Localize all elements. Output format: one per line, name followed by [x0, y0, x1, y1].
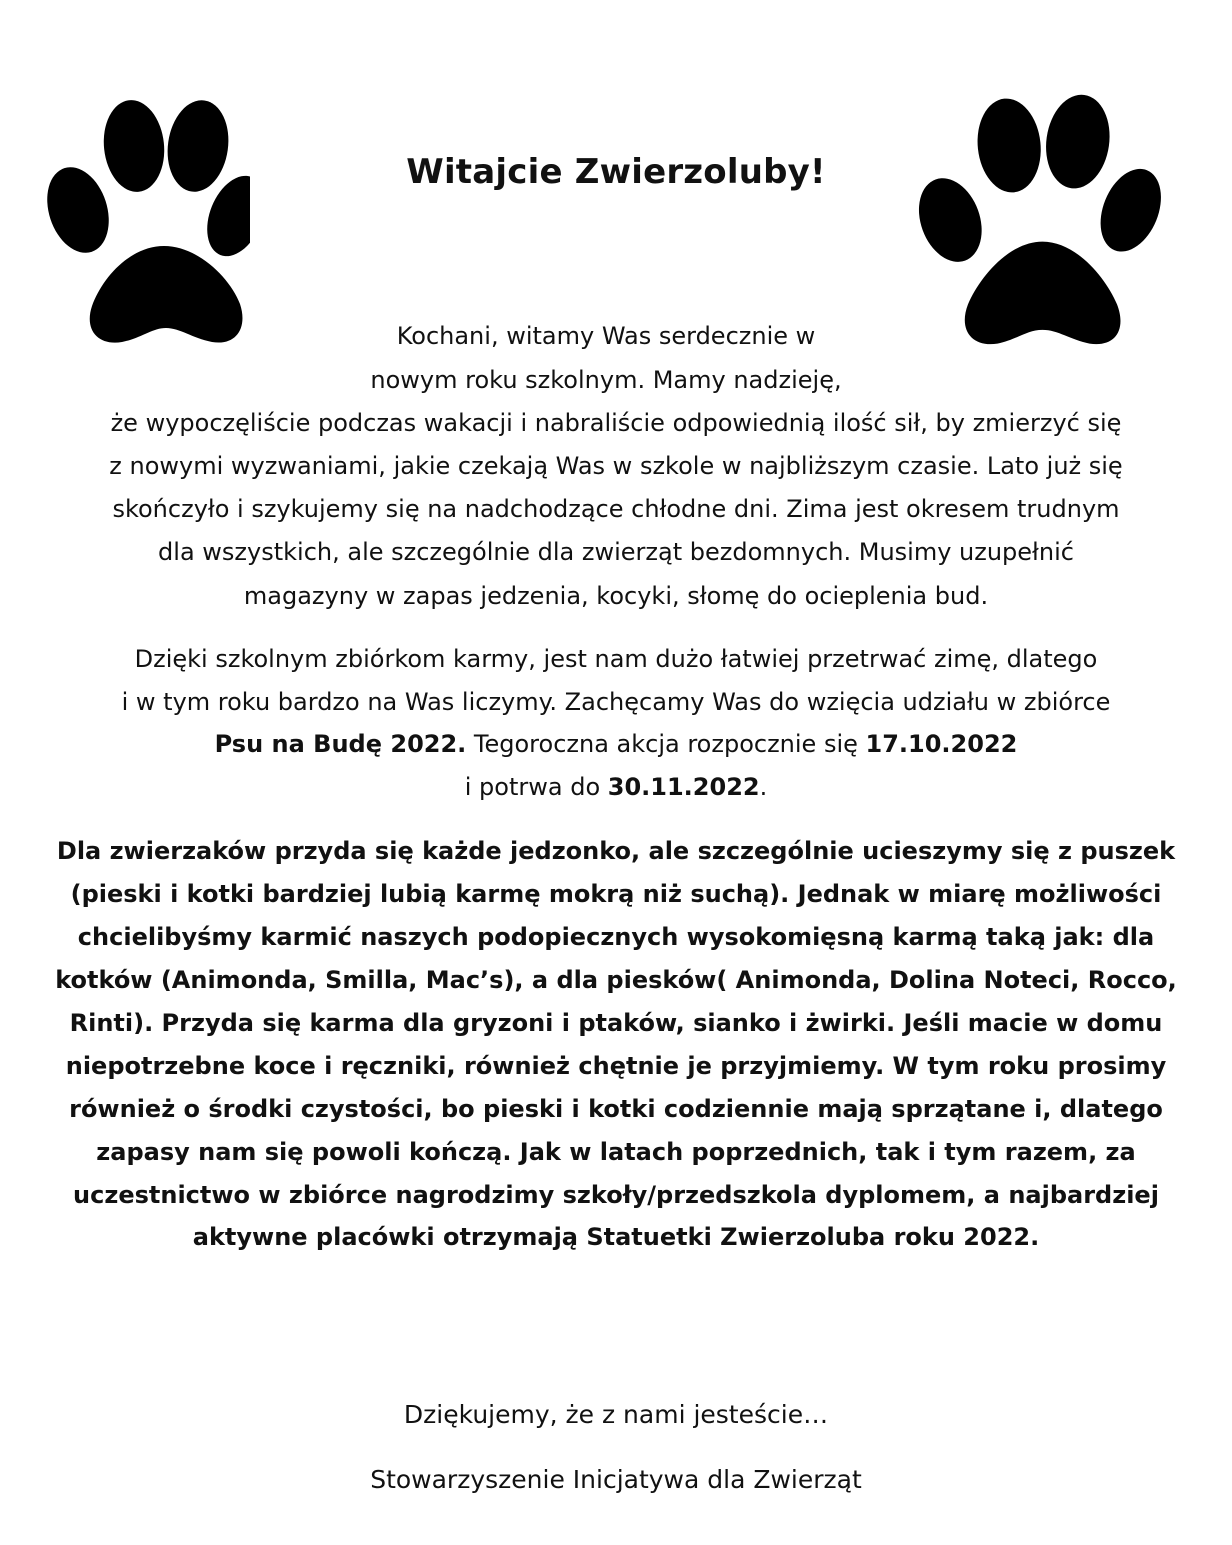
campaign-line: i w tym roku bardzo na Was liczymy. Zachęcamy Was do wzięcia udziału w zbiórce — [121, 688, 1111, 716]
needs-line: chcielibyśmy karmić naszych podopiecznych wysokomięsną karmą taką jak: dla — [77, 923, 1155, 951]
paw-print-icon — [915, 92, 1125, 352]
campaign-start-date: 17.10.2022 — [865, 730, 1018, 758]
campaign-dates-line — [0, 730, 1232, 758]
needs-line: uczestnictwo w zbiórce nagrodzimy szkoły/przedszkola dyplomem, a najbardziej — [73, 1181, 1159, 1209]
paw-print-icon — [40, 88, 250, 348]
needs-line: niepotrzebne koce i ręczniki, również chętnie je przyjmiemy. W tym roku prosimy — [65, 1052, 1167, 1080]
needs-line: (pieski i kotki bardziej lubią karmę mokrą niż suchą). Jednak w miarę możliwości — [70, 880, 1162, 908]
campaign-name: Psu na Budę 2022. — [214, 730, 467, 758]
needs-line: kotków (Animonda, Smilla, Mac’s), a dla piesków( Animonda, Dolina Noteci, Rocco, — [55, 966, 1177, 994]
needs-line: Dla zwierzaków przyda się każde jedzonko, ale szczególnie ucieszymy się z puszek — [56, 837, 1176, 865]
campaign-end-text: i potrwa do — [464, 773, 608, 801]
intro-line: magazyny w zapas jedzenia, kocyki, słomę do ocieplenia bud. — [243, 582, 989, 610]
campaign-end-punct: . — [759, 773, 768, 801]
needs-line: aktywne placówki otrzymają Statuetki Zwierzoluba roku 2022. — [192, 1223, 1040, 1251]
needs-line: również o środki czystości, bo pieski i kotki codziennie mają sprzątane i, dlatego — [69, 1095, 1163, 1123]
needs-line: zapasy nam się powoli kończą. Jak w latach poprzednich, tak i tym razem, za — [96, 1138, 1136, 1166]
needs-line: Rinti). Przyda się karma dla gryzoni i ptaków, sianko i żwirki. Jeśli macie w domu — [69, 1009, 1163, 1037]
intro-line: z nowymi wyzwaniami, jakie czekają Was w szkole w najbliższym czasie. Lato już się — [109, 452, 1123, 480]
campaign-end-line — [0, 773, 1232, 801]
signature-text: Stowarzyszenie Inicjatywa dla Zwierząt — [370, 1465, 862, 1494]
campaign-line: Dzięki szkolnym zbiórkom karmy, jest nam dużo łatwiej przetrwać zimę, dlatego — [134, 645, 1098, 673]
intro-line: Kochani, witamy Was serdecznie w — [396, 322, 816, 350]
page-title: Witajcie Zwierzoluby! — [406, 152, 826, 192]
thanks-text: Dziękujemy, że z nami jesteście… — [403, 1400, 829, 1429]
intro-line: nowym roku szkolnym. Mamy nadzieję, — [370, 366, 842, 394]
intro-line: że wypoczęliście podczas wakacji i nabraliście odpowiednią ilość sił, by zmierzyć się — [110, 409, 1122, 437]
intro-line: skończyło i szykujemy się na nadchodzące chłodne dni. Zima jest okresem trudnym — [112, 495, 1120, 523]
intro-line: dla wszystkich, ale szczególnie dla zwierząt bezdomnych. Musimy uzupełnić — [158, 538, 1074, 566]
campaign-start-text: Tegoroczna akcja rozpocznie się — [466, 730, 866, 758]
campaign-end-date: 30.11.2022 — [607, 773, 760, 801]
